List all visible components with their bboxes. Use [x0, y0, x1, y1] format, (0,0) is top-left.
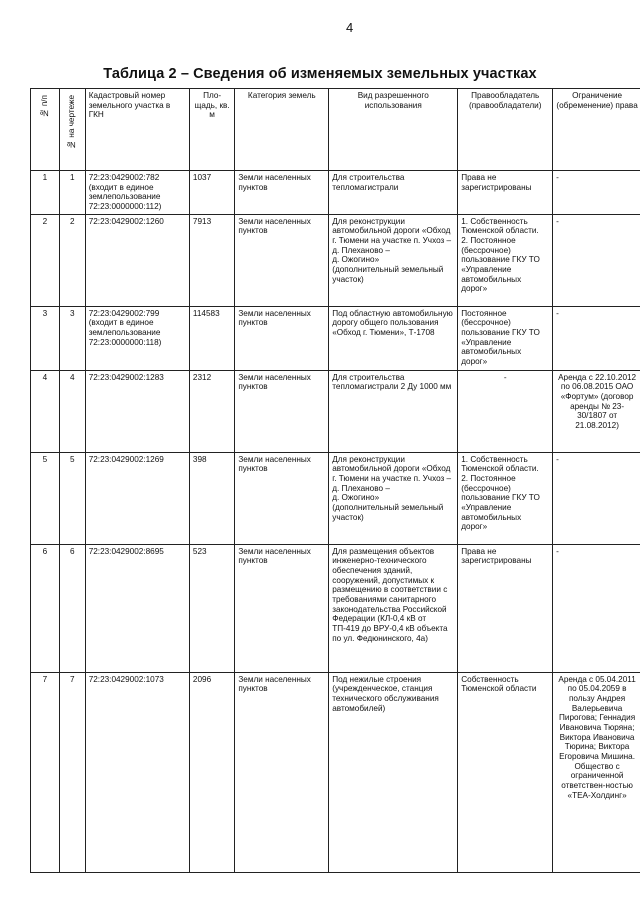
- table-row: [31, 171, 640, 215]
- row-chart-number: 7: [59, 672, 85, 872]
- row-cadastral-number: 72:23:0429002:1269: [85, 452, 189, 544]
- row-area: 2096: [189, 672, 234, 872]
- header-restriction: Ограничение (обременение) права: [553, 89, 640, 171]
- row-permitted-use: Для размещения объектов инженерно-технического обеспечения зданий, сооружений, допустимых к размещению в соответствии с требованиями санитарного законодательства Российской Федерации (КЛ-0,4 кВ от ТП-419 до ВРУ-0,4 кВ объекта по ул. Федюнинского, 4а): [329, 544, 458, 672]
- header-cadastral-number: Кадастровый номер земельного участка в ГКН: [85, 89, 189, 171]
- header-land-category: Категория земель: [235, 89, 329, 171]
- row-land-category: Земли населенных пунктов: [235, 544, 329, 672]
- row-restriction: -: [553, 171, 640, 215]
- row-area: 398: [189, 452, 234, 544]
- table-row: [31, 672, 640, 872]
- row-land-category: Земли населенных пунктов: [235, 672, 329, 872]
- row-right-holder: 1. Собственность Тюменской области. 2. Постоянное (бессрочное) пользование ГКУ ТО «Управление автомобильных дорог»: [458, 452, 553, 544]
- row-cadastral-number: 72:23:0429002:782 (входит в единое землепользование 72:23:0000000:112): [85, 171, 189, 215]
- row-area: 2312: [189, 370, 234, 452]
- table-row: [31, 214, 640, 306]
- row-cadastral-number: 72:23:0429002:1073: [85, 672, 189, 872]
- page-number: 4: [346, 20, 354, 35]
- row-chart-number: 2: [59, 214, 85, 306]
- row-restriction: -: [553, 544, 640, 672]
- row-number: 6: [31, 544, 60, 672]
- row-cadastral-number: 72:23:0429002:1260: [85, 214, 189, 306]
- header-permitted-use: Вид разрешенного использования: [329, 89, 458, 171]
- row-right-holder: Права не зарегистрированы: [458, 544, 553, 672]
- row-land-category: Земли населенных пунктов: [235, 214, 329, 306]
- row-cadastral-number: 72:23:0429002:799 (входит в единое землепользование 72:23:0000000:118): [85, 306, 189, 370]
- header-area: Пло-щадь, кв. м: [189, 89, 234, 171]
- row-chart-number: 4: [59, 370, 85, 452]
- row-restriction: -: [553, 452, 640, 544]
- table-title: Таблица 2 – Сведения об изменяемых земельных участках: [103, 66, 537, 82]
- row-chart-number: 6: [59, 544, 85, 672]
- table-row: [31, 452, 640, 544]
- table-row: [31, 370, 640, 452]
- row-right-holder: -: [458, 370, 553, 452]
- row-restriction: -: [553, 306, 640, 370]
- row-area: 7913: [189, 214, 234, 306]
- row-number: 7: [31, 672, 60, 872]
- header-chart-number: № на чертеже: [59, 89, 85, 171]
- row-area: 523: [189, 544, 234, 672]
- row-permitted-use: Для строительства тепломагистрали: [329, 171, 458, 215]
- row-chart-number: 5: [59, 452, 85, 544]
- row-permitted-use: Для реконструкции автомобильной дороги «Обход г. Тюмени на участке п. Учхоз – д. Плеханово – д. Ожогино» (дополнительный земельный участок): [329, 452, 458, 544]
- header-row: [31, 89, 640, 171]
- row-number: 4: [31, 370, 60, 452]
- row-permitted-use: Под областную автомобильную дорогу общего пользования «Обход г. Тюмени», Т-1708: [329, 306, 458, 370]
- header-right-holder: Правообладатель (правообладатели): [458, 89, 553, 171]
- table-row: [31, 544, 640, 672]
- row-restriction: Аренда с 05.04.2011 по 05.04.2059 в пользу Андрея Валерьевича Пирогова; Геннадия Ивановича Тюряна; Виктора Ивановича Тюрина; Виктора Егоровича Мишина. Общество с ограниченной ответствен-ностью «ТЕА-Холдинг»: [553, 672, 640, 872]
- row-right-holder: Собственность Тюменской области: [458, 672, 553, 872]
- row-cadastral-number: 72:23:0429002:1283: [85, 370, 189, 452]
- header-number: № п/п: [31, 89, 60, 171]
- row-permitted-use: Под нежилые строения (учрежденческое, станция технического обслуживания автомобилей): [329, 672, 458, 872]
- row-chart-number: 3: [59, 306, 85, 370]
- row-right-holder: 1. Собственность Тюменской области. 2. Постоянное (бессрочное) пользование ГКУ ТО «Управление автомобильных дорог»: [458, 214, 553, 306]
- row-area: 114583: [189, 306, 234, 370]
- row-land-category: Земли населенных пунктов: [235, 370, 329, 452]
- row-chart-number: 1: [59, 171, 85, 215]
- row-area: 1037: [189, 171, 234, 215]
- row-land-category: Земли населенных пунктов: [235, 306, 329, 370]
- row-cadastral-number: 72:23:0429002:8695: [85, 544, 189, 672]
- row-number: 3: [31, 306, 60, 370]
- row-number: 1: [31, 171, 60, 215]
- row-land-category: Земли населенных пунктов: [235, 452, 329, 544]
- row-permitted-use: Для реконструкции автомобильной дороги «Обход г. Тюмени на участке п. Учхоз – д. Плеханово – д. Ожогино» (дополнительный земельный участок): [329, 214, 458, 306]
- table-row: [31, 306, 640, 370]
- land-plots-table: [30, 88, 640, 873]
- row-number: 2: [31, 214, 60, 306]
- row-restriction: -: [553, 214, 640, 306]
- row-permitted-use: Для строительства тепломагистрали 2 Ду 1000 мм: [329, 370, 458, 452]
- row-number: 5: [31, 452, 60, 544]
- row-right-holder: Права не зарегистрированы: [458, 171, 553, 215]
- row-land-category: Земли населенных пунктов: [235, 171, 329, 215]
- row-right-holder: Постоянное (бессрочное) пользование ГКУ ТО «Управление автомобильных дорог»: [458, 306, 553, 370]
- row-restriction: Аренда с 22.10.2012 по 06.08.2015 ОАО «Фортум» (договор аренды № 23-30/1807 от 21.08.2012): [553, 370, 640, 452]
